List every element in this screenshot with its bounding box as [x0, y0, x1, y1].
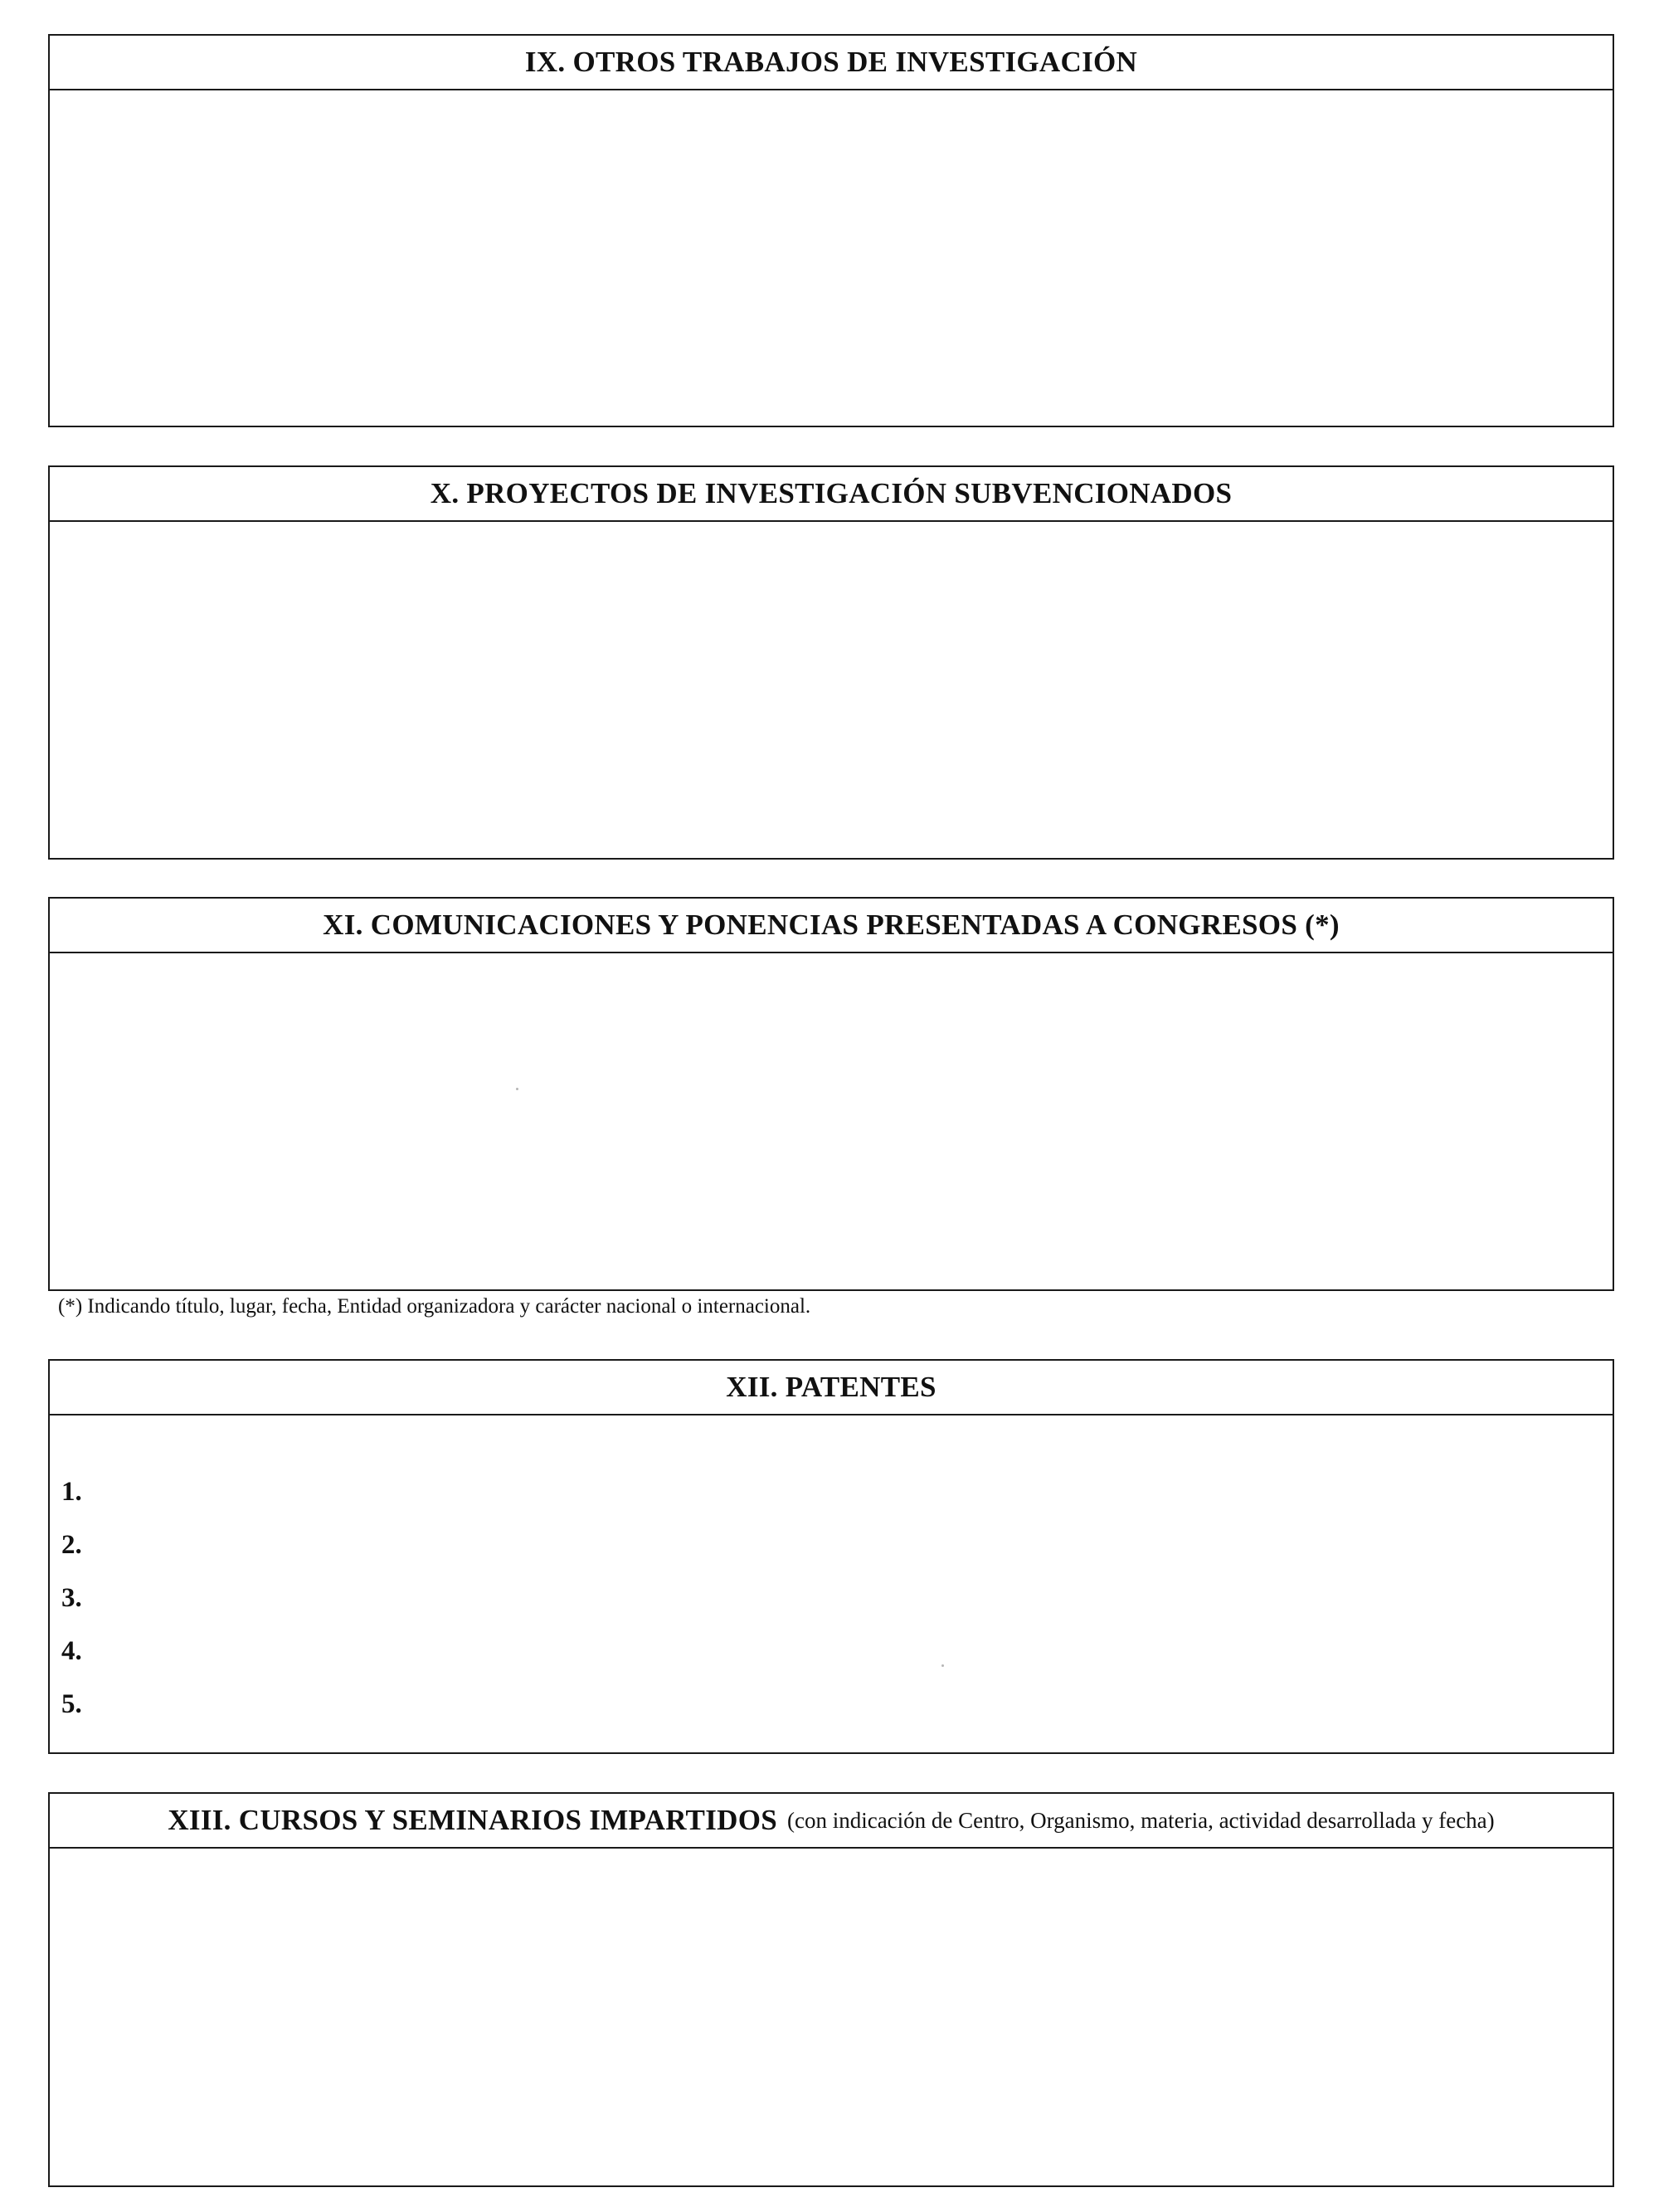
- patent-item-2: 2.: [61, 1530, 82, 1560]
- patent-item-1: 1.: [61, 1477, 82, 1507]
- section-title: [50, 1794, 1613, 1849]
- scan-speck: [516, 1088, 518, 1090]
- patent-list: [61, 1465, 82, 1731]
- section-otros-trabajos: [48, 34, 1614, 427]
- patent-item-5: 5.: [61, 1689, 82, 1719]
- section-cursos-seminarios: [48, 1792, 1614, 2187]
- scan-speck: [941, 1664, 944, 1667]
- patent-item-3: 3.: [61, 1583, 82, 1613]
- section-title: IX. OTROS TRABAJOS DE INVESTIGACIÓN: [50, 36, 1613, 90]
- section-title: XI. COMUNICACIONES Y PONENCIAS PRESENTADAS A CONGRESOS (*): [50, 899, 1613, 953]
- section-proyectos-subvencionados: [48, 465, 1614, 860]
- footnote: (*) Indicando título, lugar, fecha, Entidad organizadora y carácter nacional o internacional.: [58, 1295, 811, 1318]
- section-title-subtitle: (con indicación de Centro, Organismo, materia, actividad desarrollada y fecha): [786, 1807, 1495, 1833]
- patent-item-4: 4.: [61, 1636, 82, 1666]
- section-title: X. PROYECTOS DE INVESTIGACIÓN SUBVENCIONADOS: [50, 467, 1613, 522]
- section-title-main: XIII. CURSOS Y SEMINARIOS IMPARTIDOS: [168, 1804, 777, 1836]
- section-patentes: [48, 1359, 1614, 1754]
- section-title: XII. PATENTES: [50, 1361, 1613, 1415]
- section-comunicaciones-congresos: [48, 897, 1614, 1291]
